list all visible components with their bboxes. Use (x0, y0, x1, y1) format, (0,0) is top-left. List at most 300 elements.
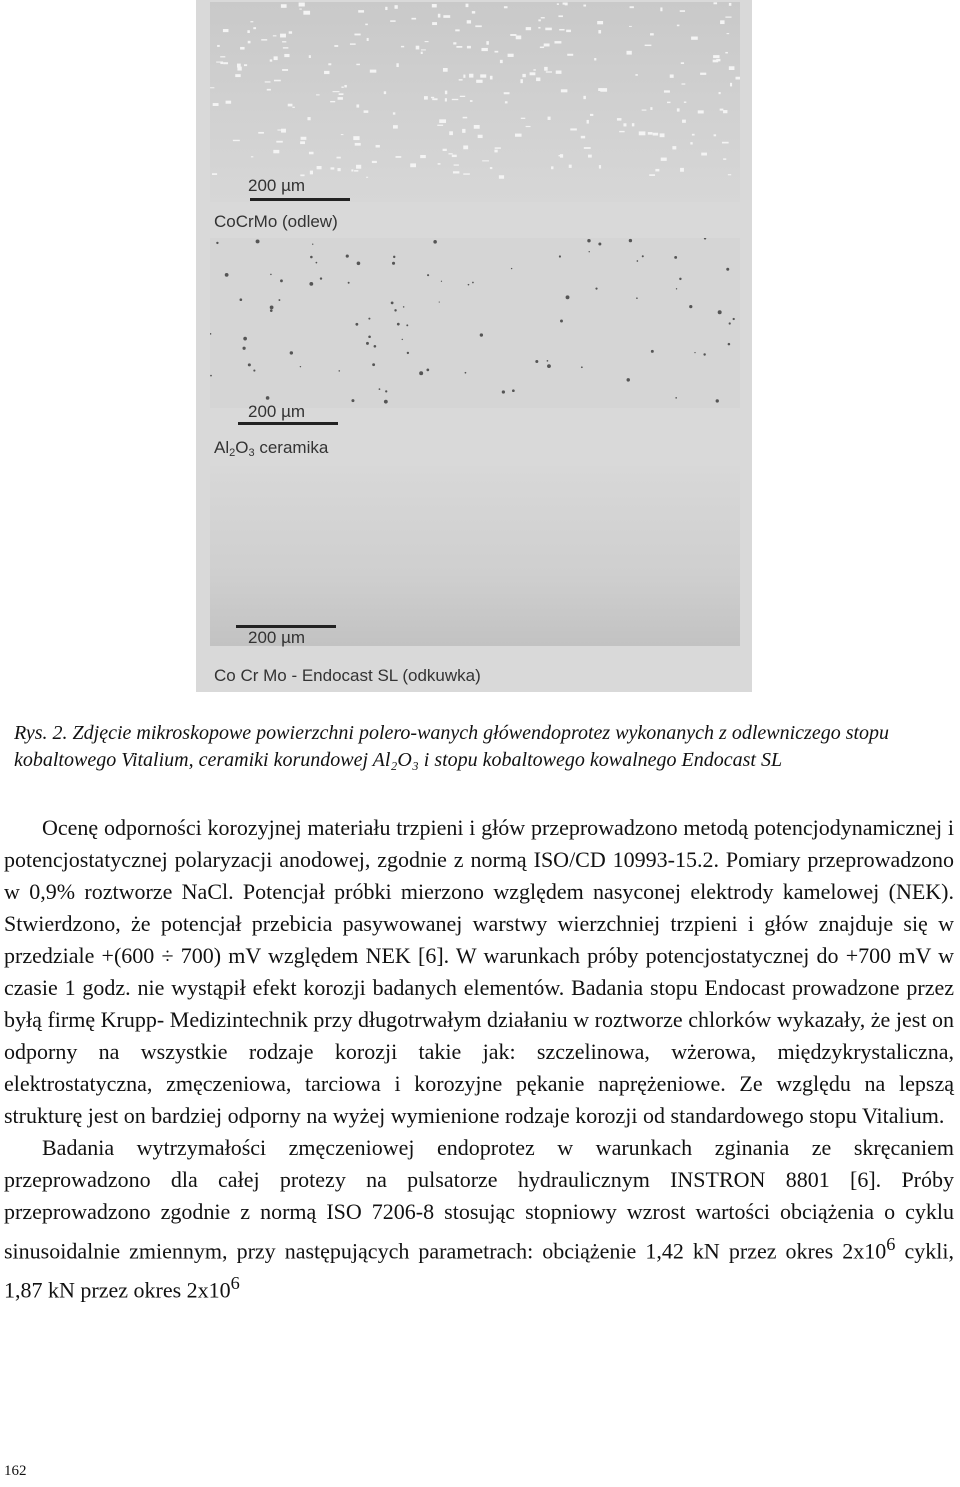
grain (569, 165, 572, 168)
grain (316, 94, 320, 95)
grain (463, 75, 465, 78)
grain (384, 91, 386, 94)
grain (354, 34, 360, 36)
grain (691, 37, 698, 40)
grain (526, 126, 531, 127)
grain (725, 52, 728, 53)
grain (317, 166, 322, 169)
pore (703, 353, 705, 355)
pore (472, 282, 474, 284)
grain (453, 42, 456, 44)
grain (453, 171, 459, 173)
grain (701, 153, 707, 156)
grain (364, 110, 369, 112)
grain (282, 69, 288, 71)
grain (455, 29, 459, 31)
pore (674, 256, 677, 259)
pore (406, 324, 408, 326)
grain (276, 141, 282, 143)
grain (217, 45, 220, 47)
grain (729, 66, 735, 70)
grain (474, 125, 480, 129)
grain (445, 91, 447, 95)
grain (482, 160, 489, 161)
grain (460, 96, 465, 97)
grain (328, 63, 331, 65)
pore (598, 242, 601, 245)
grain (467, 20, 471, 23)
pore (675, 397, 677, 399)
grain (481, 48, 487, 51)
grain (530, 72, 536, 75)
grain (508, 54, 514, 57)
pore (733, 318, 735, 320)
pore (629, 239, 632, 242)
grain (443, 68, 448, 72)
grain (274, 80, 281, 82)
grain (395, 5, 398, 9)
grain (713, 55, 719, 58)
surface-texture (210, 2, 740, 202)
surface-texture (210, 238, 740, 408)
grain (420, 155, 426, 158)
pore (547, 364, 551, 368)
grain (723, 158, 726, 160)
grain (452, 155, 457, 157)
pore (627, 378, 630, 381)
pore (407, 352, 409, 354)
grain (684, 101, 686, 102)
grain (339, 93, 344, 95)
grain (251, 156, 253, 157)
grain (590, 114, 593, 116)
panel-label: CoCrMo (odlew) (214, 212, 338, 231)
scale-bar (250, 198, 350, 201)
paragraph: Badania wytrzymałości zmęczeniowej endoprotez w warunkach zginania ze skręcaniem przeprowadzono dla całej protezy na pulsatorze hydraulicznym INSTRON 8801 [6]. Próby przeprowadzono zgodnie z normą ISO 7206-8 stosując stopniowy wzrost wartości obciążenia o cyklu sinusoidalnie zmiennym, przy następujących parametrach: obciążenie 1,42 kN przez okres $2x10^6$ cykli, 1,87 kN przez okres $2x10^6$ (4, 1135, 954, 1303)
grain (692, 134, 695, 136)
grain (281, 4, 287, 8)
pore (394, 309, 396, 311)
grain (526, 27, 531, 30)
grain (521, 118, 525, 119)
grain (463, 117, 468, 119)
grain (597, 21, 603, 24)
pore (270, 274, 272, 276)
grain (309, 55, 311, 58)
pore (560, 320, 563, 323)
grain (300, 141, 305, 144)
grain (629, 26, 632, 27)
grain (649, 174, 655, 176)
scale-label: 200 µm (248, 628, 306, 647)
grain (682, 120, 686, 123)
grain (299, 9, 301, 10)
grain (250, 21, 253, 22)
grain (581, 136, 585, 139)
grain (690, 142, 692, 144)
grain (432, 98, 437, 100)
pore (372, 363, 375, 366)
grain (356, 64, 360, 65)
pore (216, 242, 218, 244)
grain (632, 123, 634, 126)
grain (559, 29, 564, 31)
grain (713, 2, 717, 4)
grain (584, 147, 591, 149)
panel-label: Co Cr Mo - Endocast SL (odkuwka) (214, 666, 481, 685)
grain (248, 41, 251, 44)
grain (727, 33, 730, 34)
grain (330, 101, 335, 102)
pore (385, 390, 387, 392)
grain (536, 78, 540, 82)
pore (595, 288, 597, 290)
pore (310, 256, 313, 259)
grain (500, 60, 503, 63)
grain (495, 51, 499, 53)
grain (544, 67, 547, 71)
pore (355, 323, 358, 326)
grain (505, 101, 508, 103)
grain (385, 7, 387, 10)
grain (220, 61, 223, 64)
grain (561, 89, 568, 92)
pore (729, 322, 731, 324)
grain (370, 70, 377, 73)
grain (365, 24, 368, 26)
grain (356, 165, 361, 169)
grain (588, 155, 592, 158)
grain (729, 3, 731, 6)
grain (623, 123, 626, 126)
pore (348, 282, 350, 284)
grain (390, 20, 395, 22)
pore (316, 262, 318, 264)
grain (645, 45, 652, 46)
pore (240, 298, 243, 301)
grain (284, 54, 289, 57)
pore (559, 255, 561, 257)
grain (545, 28, 552, 31)
grain (700, 73, 706, 75)
pore (676, 288, 677, 289)
grain (463, 173, 470, 174)
grain (672, 146, 676, 149)
grain (630, 6, 634, 8)
pore (379, 388, 381, 390)
grain (261, 39, 267, 40)
grain (448, 153, 452, 154)
scale-label: 200 µm (248, 402, 306, 421)
pore (636, 297, 638, 299)
pore (374, 345, 377, 348)
pore (368, 335, 371, 338)
pore (256, 239, 260, 243)
grain (490, 167, 492, 169)
grain (265, 81, 271, 82)
pore (402, 339, 403, 340)
pore (384, 400, 388, 404)
grain (563, 3, 567, 5)
panel-label: $Al_2O_3$ ceramika (214, 438, 329, 459)
grain (653, 133, 658, 136)
grain (648, 132, 653, 135)
pore (210, 375, 212, 377)
grain (698, 110, 704, 113)
grain (495, 147, 501, 148)
grain (303, 11, 310, 15)
grain (544, 43, 550, 46)
pore (587, 239, 590, 242)
grain (212, 173, 217, 175)
grain (274, 56, 278, 60)
pore (637, 260, 639, 262)
grain (719, 92, 721, 94)
grain (354, 170, 358, 172)
grain (437, 125, 443, 126)
grain (494, 150, 497, 153)
grain (677, 25, 680, 27)
grain (416, 46, 420, 50)
grain (462, 129, 465, 133)
grain (660, 7, 662, 11)
grain (556, 70, 562, 73)
grain (439, 119, 446, 123)
pore (397, 323, 400, 326)
pore (535, 360, 538, 363)
pore (465, 372, 467, 374)
grain (425, 41, 429, 42)
pore (309, 282, 313, 286)
pore (210, 333, 211, 335)
grain (554, 41, 561, 43)
grain (333, 91, 340, 92)
grain (670, 74, 674, 77)
grain (336, 157, 340, 159)
grain (267, 89, 271, 91)
micrograph-cocrmo-cast (210, 2, 740, 202)
grain (223, 62, 228, 64)
pore (726, 268, 729, 271)
grain (233, 140, 240, 141)
grain (583, 5, 586, 7)
grain (307, 117, 310, 120)
grain (546, 71, 552, 72)
micrograph-alumina (210, 238, 740, 408)
grain (280, 34, 286, 38)
grain (421, 49, 426, 50)
micrograph-figure (196, 0, 752, 692)
pore (426, 369, 429, 372)
pore (419, 371, 423, 375)
grain (598, 30, 601, 33)
grain (650, 33, 654, 35)
pore (728, 343, 731, 346)
pore (547, 360, 549, 362)
grain (355, 143, 361, 146)
grain (587, 120, 589, 124)
grain (720, 109, 724, 111)
grain (725, 17, 731, 18)
grain (454, 164, 459, 165)
grain (270, 59, 273, 61)
grain (619, 131, 624, 132)
grain (301, 137, 307, 140)
grain (557, 3, 559, 5)
grain (650, 107, 652, 110)
pore (468, 284, 470, 286)
grain (240, 47, 244, 50)
grain (396, 156, 402, 158)
grain (680, 10, 685, 12)
grain (356, 104, 359, 107)
pore (280, 279, 283, 282)
scale-bar (238, 422, 338, 425)
pore (566, 295, 570, 299)
grain (283, 47, 288, 48)
grain (421, 52, 423, 54)
grain (516, 36, 522, 40)
grain (600, 88, 607, 92)
grain (639, 131, 646, 135)
grain (396, 63, 398, 67)
pore (716, 399, 719, 402)
grain (714, 134, 716, 136)
grain (310, 171, 313, 175)
paragraph: Ocenę odporności korozyjnej materiału trzpieni i głów przeprowadzono metodą potencjodynamicznej i potencjostatycznej polaryzacji anodowej, zgodnie z normą ISO/CD 10993-15.2. Pomiary przeprowadzono w 0,9% roztworze NaCl. Potencjał próbki mierzono względem nasyconej elektrody kamelowej (NEK). Stwierdzono, że potencjał przebicia pasywowanej warstwy wierzchniej trzpieni i głów znajduje się w przedziale +(600 ÷ 700) mV względem NEK [6]. W warunkach próby potencjostatycznej do +700 mV w czasie 1 godz. nie wystąpił efekt korozji badanych elementów. Badania stopu Endocast prowadzone przez byłą firmę Krupp- Medizintechnik przy długotrwałym działaniu w roztworze chlorków wykazały, że jest on odporny na wszystkie rodzaje korozji takie jak: szczelinowa, wżerowa, międzykrystaliczna, elektrostatyczna, zmęczeniowa, tarciowa i korozyjne pękanie naprężeniowe. Ze względu na lepszą strukturę jest on bardziej odporny na wyżej wymienione rodzaje korozji od standardowego stopu Vitalium. (4, 815, 954, 1128)
grain (667, 102, 670, 103)
pore (512, 389, 515, 392)
pore (393, 256, 395, 258)
grain (540, 47, 544, 49)
grain (273, 150, 279, 153)
grain (475, 25, 481, 27)
grain (353, 136, 359, 140)
pore (441, 281, 442, 282)
page-number: 162 (4, 1463, 27, 1479)
pore (718, 310, 722, 314)
grain (223, 29, 229, 32)
grain (480, 74, 486, 77)
grain (520, 79, 522, 83)
pore (433, 240, 437, 244)
grain (677, 108, 680, 111)
pore (253, 369, 255, 371)
grain (723, 110, 727, 113)
grain (393, 125, 398, 128)
pore (278, 299, 280, 301)
grain (401, 46, 404, 47)
grain (660, 133, 665, 137)
pore (248, 363, 251, 366)
grain (358, 10, 364, 12)
grain (367, 38, 369, 41)
grain (478, 135, 483, 138)
pore (589, 251, 590, 252)
body-text (4, 812, 954, 1307)
grain (594, 58, 596, 60)
grain (635, 74, 637, 76)
pore (266, 396, 270, 400)
grain (599, 165, 601, 168)
grain (626, 51, 631, 55)
grain (490, 76, 493, 80)
grain (466, 4, 469, 7)
pore (581, 366, 583, 368)
grain (456, 46, 462, 48)
grain (299, 3, 305, 7)
grain (681, 83, 685, 84)
grain (728, 174, 731, 175)
pore (368, 318, 370, 320)
grain (289, 31, 292, 33)
grain (247, 30, 249, 33)
grain (237, 64, 241, 68)
grain (244, 64, 247, 66)
grain (324, 71, 329, 74)
grain (567, 54, 573, 56)
grain (376, 145, 380, 148)
grain (431, 97, 434, 98)
pore (651, 350, 654, 353)
pore (270, 309, 273, 312)
grain (341, 134, 344, 135)
grain (258, 132, 264, 134)
grain (449, 131, 453, 135)
grain (681, 62, 684, 64)
grain (226, 101, 232, 104)
grain (411, 18, 416, 20)
pore (511, 268, 512, 269)
pore (243, 337, 247, 341)
pore (480, 333, 483, 336)
grain (470, 100, 473, 102)
grain (424, 96, 428, 99)
grain (642, 109, 647, 110)
grain (341, 87, 343, 88)
grain (504, 92, 510, 94)
grain (551, 166, 553, 169)
pore (694, 352, 695, 353)
grain (510, 34, 516, 36)
grain (476, 80, 482, 83)
grain (344, 85, 346, 87)
grain (730, 83, 732, 87)
grain (337, 168, 340, 171)
grain (504, 6, 508, 8)
micrograph-endocast (210, 466, 740, 646)
grain (680, 168, 684, 172)
grain (443, 149, 447, 151)
grain (281, 129, 286, 133)
grain (655, 169, 659, 172)
grain (522, 74, 525, 77)
pore (351, 399, 354, 402)
pore (243, 347, 246, 350)
grain (235, 74, 240, 77)
grain (443, 15, 450, 18)
grain (452, 99, 459, 100)
pore (225, 273, 229, 277)
grain (309, 152, 314, 155)
pore (320, 277, 322, 279)
grain (722, 142, 729, 144)
grain (499, 175, 504, 178)
grain (664, 90, 670, 92)
grain (438, 14, 441, 18)
grain (220, 56, 225, 57)
grain (467, 46, 471, 49)
